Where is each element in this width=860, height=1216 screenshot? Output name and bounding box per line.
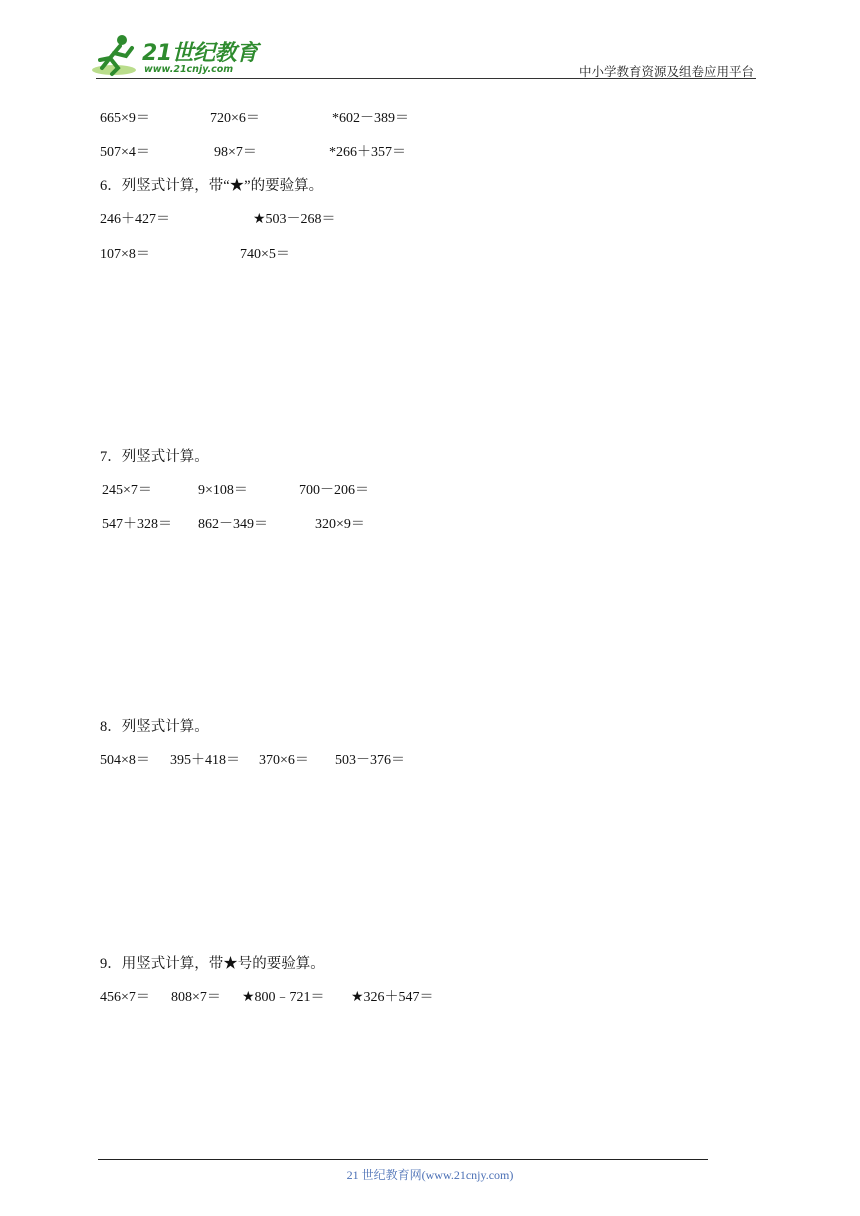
logo-name: 21世纪教育 bbox=[142, 41, 258, 66]
problem-602-389: *602－389＝ bbox=[332, 111, 409, 126]
question-6: 6．列竖式计算，带“★”的要验算。 bbox=[100, 178, 324, 194]
footer-divider bbox=[98, 1159, 708, 1160]
problem-370x6: 370×6＝ bbox=[259, 753, 309, 768]
header-tagline: 中小学教育资源及组卷应用平台 bbox=[578, 65, 754, 79]
problem-326+547: ★326＋547＝ bbox=[351, 990, 434, 1005]
problem-98x7: 98×7＝ bbox=[214, 145, 257, 160]
question-8: 8．列竖式计算。 bbox=[100, 719, 209, 735]
problem-9x108: 9×108＝ bbox=[198, 483, 248, 498]
problem-808x7: 808×7＝ bbox=[171, 990, 221, 1005]
problem-395+418: 395＋418＝ bbox=[170, 753, 240, 768]
question-7: 7．列竖式计算。 bbox=[100, 449, 209, 465]
problem-246+427: 246＋427＝ bbox=[100, 212, 170, 227]
problem-507x4: 507×4＝ bbox=[100, 145, 150, 160]
problem-665x9: 665×9＝ bbox=[100, 111, 150, 126]
footer-link[interactable]: 21 世纪教育网(www.21cnjy.com) bbox=[346, 1168, 514, 1182]
logo-url: www.21cnjy.com bbox=[144, 64, 234, 75]
problem-266+357: *266＋357＝ bbox=[329, 145, 406, 160]
runner-logo-icon bbox=[92, 34, 144, 78]
problem-740x5: 740×5＝ bbox=[240, 247, 290, 262]
problem-456x7: 456×7＝ bbox=[100, 990, 150, 1005]
problem-503-376: 503－376＝ bbox=[335, 753, 405, 768]
problem-800-721: ★800﹣721＝ bbox=[242, 990, 325, 1005]
problem-320x9: 320×9＝ bbox=[315, 517, 365, 532]
problem-503-268: ★503－268＝ bbox=[253, 212, 336, 227]
site-logo bbox=[92, 34, 260, 78]
problem-700-206: 700－206＝ bbox=[299, 483, 369, 498]
header-divider bbox=[96, 78, 756, 79]
question-9: 9．用竖式计算，带★号的要验算。 bbox=[100, 956, 325, 972]
problem-862-349: 862－349＝ bbox=[198, 517, 268, 532]
problem-504x8: 504×8＝ bbox=[100, 753, 150, 768]
problem-107x8: 107×8＝ bbox=[100, 247, 150, 262]
problem-547+328: 547＋328＝ bbox=[102, 517, 172, 532]
problem-245x7: 245×7＝ bbox=[102, 483, 152, 498]
problem-720x6: 720×6＝ bbox=[210, 111, 260, 126]
